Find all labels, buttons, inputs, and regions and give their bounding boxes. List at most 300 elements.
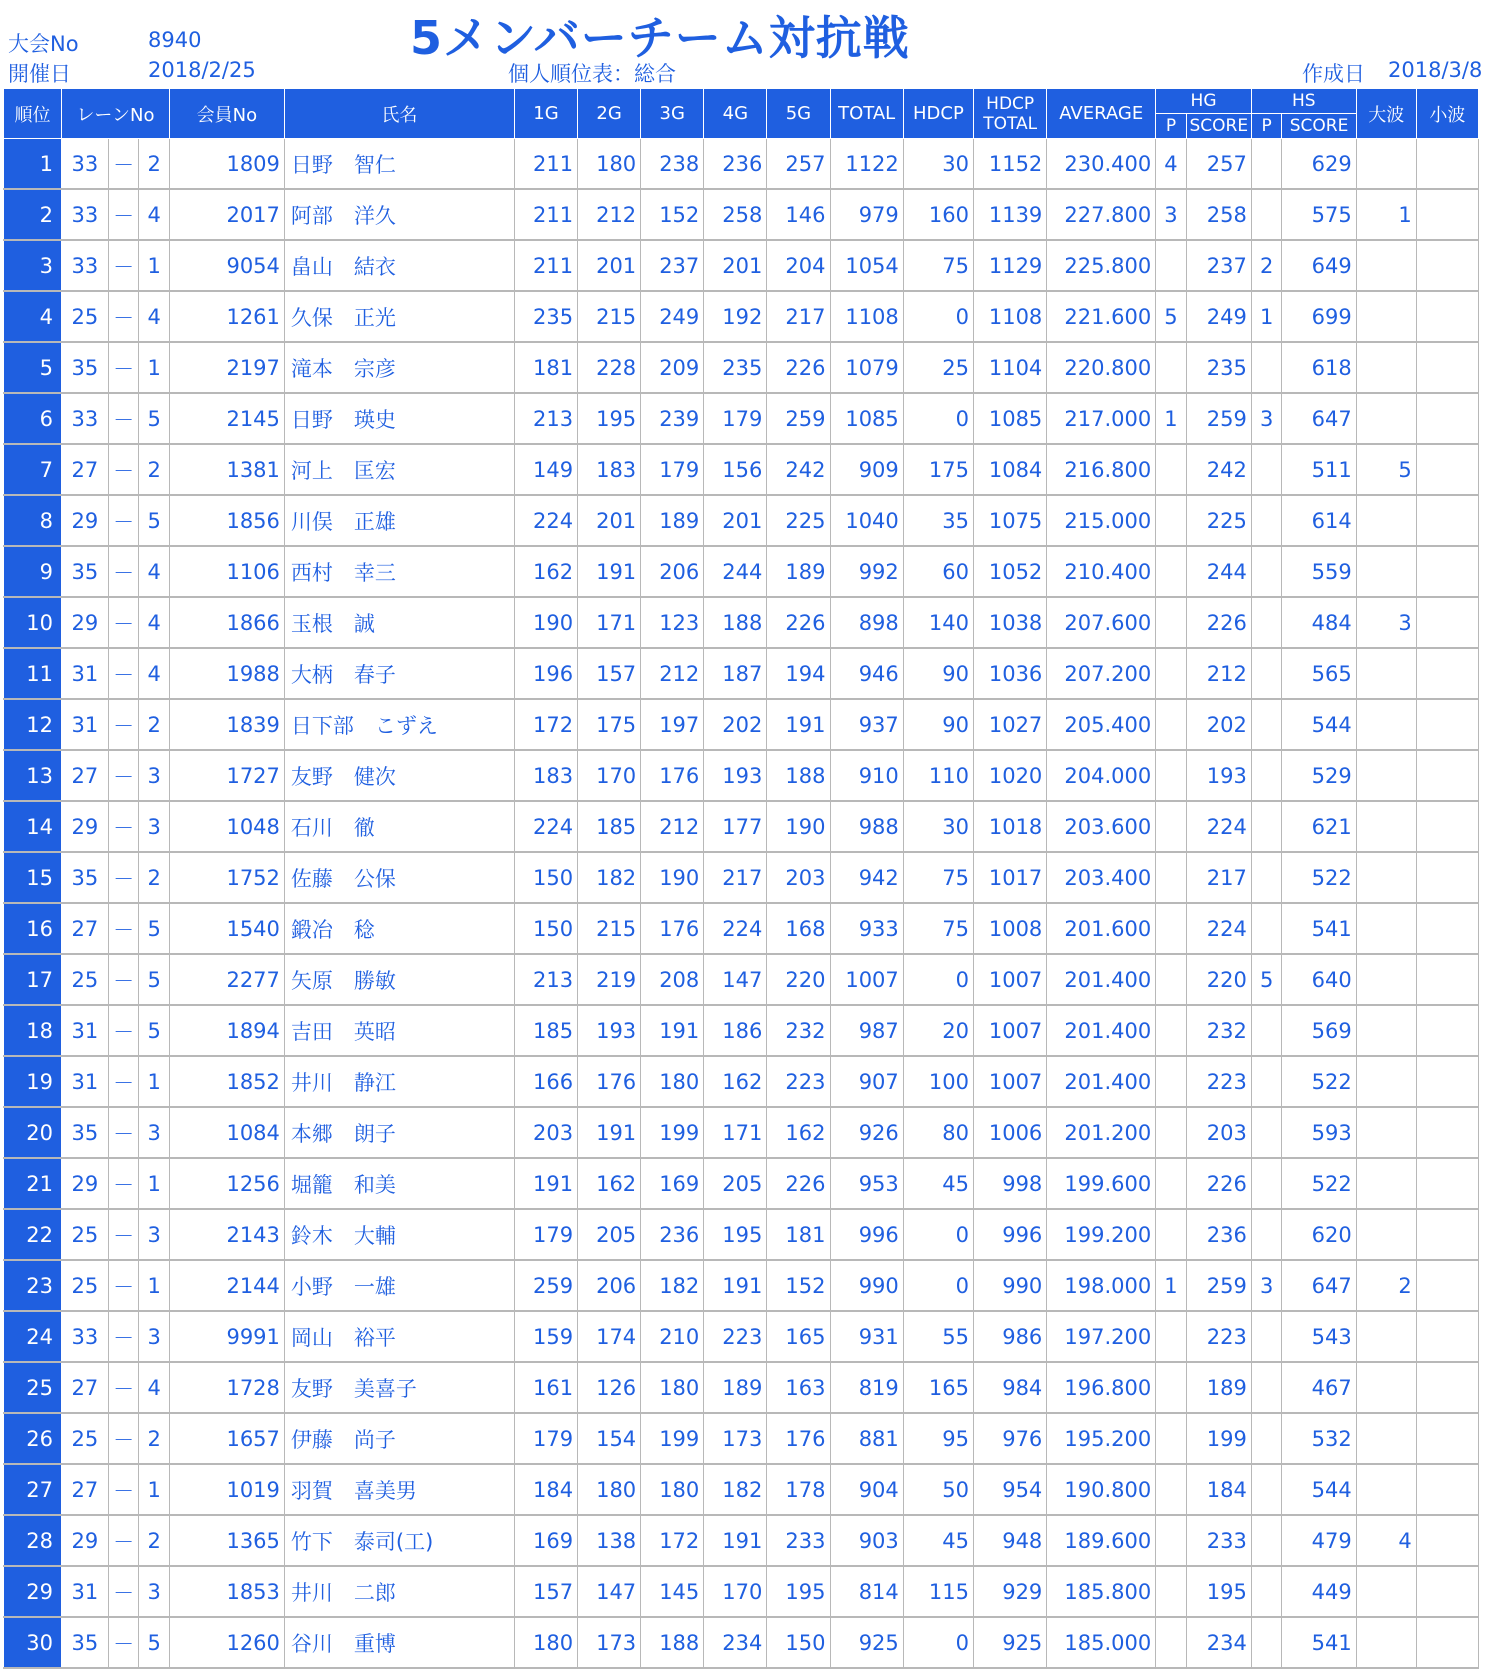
- cell-lane-b: 1: [139, 240, 170, 291]
- cell-g4: 244: [704, 546, 767, 597]
- table-row: [4, 495, 1479, 546]
- col-hs-score: SCORE: [1282, 114, 1356, 139]
- cell-big-wave: [1356, 801, 1416, 852]
- table-row: [4, 801, 1479, 852]
- cell-lane-a: 31: [62, 648, 109, 699]
- cell-hg-p: 3: [1156, 189, 1187, 240]
- cell-hdcp: 45: [903, 1515, 973, 1566]
- cell-hdcp: 75: [903, 903, 973, 954]
- cell-hg-p: [1156, 546, 1187, 597]
- cell-lane-a: 35: [62, 546, 109, 597]
- cell-g5: 168: [767, 903, 830, 954]
- cell-g2: 206: [578, 1260, 641, 1311]
- cell-hdcp-total: 1085: [974, 393, 1047, 444]
- cell-hs-score: 479: [1282, 1515, 1356, 1566]
- cell-total: 1079: [830, 342, 903, 393]
- cell-hg-p: [1156, 597, 1187, 648]
- cell-g1: 183: [514, 750, 577, 801]
- cell-g4: 236: [704, 139, 767, 190]
- cell-average: 185.000: [1047, 1617, 1156, 1668]
- col-4g: 4G: [704, 89, 767, 139]
- col-average: AVERAGE: [1047, 89, 1156, 139]
- table-row: [4, 139, 1479, 190]
- cell-hs-score: 618: [1282, 342, 1356, 393]
- cell-total: 933: [830, 903, 903, 954]
- cell-average: 190.800: [1047, 1464, 1156, 1515]
- cell-g3: 172: [641, 1515, 704, 1566]
- cell-big-wave: [1356, 1617, 1416, 1668]
- cell-hg-score: 203: [1186, 1107, 1251, 1158]
- cell-member-no: 2277: [169, 954, 284, 1005]
- cell-member-no: 2144: [169, 1260, 284, 1311]
- cell-lane-b: 3: [139, 1566, 170, 1617]
- cell-hs-p: [1251, 1209, 1282, 1260]
- cell-hs-p: [1251, 495, 1282, 546]
- cell-g5: 223: [767, 1056, 830, 1107]
- cell-g2: 176: [578, 1056, 641, 1107]
- cell-hdcp-total: 1007: [974, 954, 1047, 1005]
- cell-hs-score: 565: [1282, 648, 1356, 699]
- col-1g: 1G: [514, 89, 577, 139]
- cell-hs-p: [1251, 1617, 1282, 1668]
- cell-hs-score: 467: [1282, 1362, 1356, 1413]
- cell-hs-score: 629: [1282, 139, 1356, 190]
- cell-lane-sep: －: [108, 801, 139, 852]
- table-row: [4, 444, 1479, 495]
- cell-small-wave: [1416, 189, 1478, 240]
- cell-lane-b: 4: [139, 648, 170, 699]
- cell-hg-p: [1156, 1005, 1187, 1056]
- cell-hdcp-total: 1020: [974, 750, 1047, 801]
- cell-big-wave: [1356, 1566, 1416, 1617]
- cell-hdcp: 100: [903, 1056, 973, 1107]
- cell-small-wave: [1416, 444, 1478, 495]
- cell-hs-p: [1251, 801, 1282, 852]
- cell-g3: 190: [641, 852, 704, 903]
- cell-g2: 171: [578, 597, 641, 648]
- cell-rank: 19: [4, 1056, 62, 1107]
- cell-rank: 7: [4, 444, 62, 495]
- cell-lane-a: 35: [62, 1617, 109, 1668]
- cell-average: 189.600: [1047, 1515, 1156, 1566]
- cell-lane-sep: －: [108, 1311, 139, 1362]
- cell-big-wave: [1356, 954, 1416, 1005]
- cell-average: 199.600: [1047, 1158, 1156, 1209]
- cell-hg-p: [1156, 1413, 1187, 1464]
- cell-lane-a: 27: [62, 444, 109, 495]
- cell-g1: 150: [514, 903, 577, 954]
- cell-lane-a: 33: [62, 189, 109, 240]
- cell-g4: 193: [704, 750, 767, 801]
- cell-hg-score: 184: [1186, 1464, 1251, 1515]
- meet-no-value: 8940: [148, 28, 202, 52]
- cell-member-no: 1728: [169, 1362, 284, 1413]
- cell-g2: 180: [578, 139, 641, 190]
- cell-total: 910: [830, 750, 903, 801]
- cell-g2: 180: [578, 1464, 641, 1515]
- cell-hs-p: [1251, 1005, 1282, 1056]
- cell-g1: 211: [514, 240, 577, 291]
- cell-lane-sep: －: [108, 139, 139, 190]
- cell-member-no: 1256: [169, 1158, 284, 1209]
- cell-hdcp: 55: [903, 1311, 973, 1362]
- table-row: [4, 852, 1479, 903]
- cell-hs-score: 449: [1282, 1566, 1356, 1617]
- cell-hs-score: 559: [1282, 546, 1356, 597]
- cell-average: 201.400: [1047, 954, 1156, 1005]
- cell-g5: 150: [767, 1617, 830, 1668]
- cell-lane-sep: －: [108, 699, 139, 750]
- cell-hg-p: [1156, 342, 1187, 393]
- date-label: 開催日: [8, 62, 71, 86]
- cell-big-wave: [1356, 1107, 1416, 1158]
- cell-g1: 191: [514, 1158, 577, 1209]
- cell-g2: 228: [578, 342, 641, 393]
- cell-member-no: 1657: [169, 1413, 284, 1464]
- cell-lane-sep: －: [108, 1260, 139, 1311]
- cell-hdcp: 110: [903, 750, 973, 801]
- cell-hdcp: 20: [903, 1005, 973, 1056]
- table-row: [4, 189, 1479, 240]
- cell-rank: 30: [4, 1617, 62, 1668]
- cell-hg-score: 202: [1186, 699, 1251, 750]
- cell-g2: 191: [578, 546, 641, 597]
- cell-total: 987: [830, 1005, 903, 1056]
- cell-lane-b: 2: [139, 699, 170, 750]
- cell-hg-score: 236: [1186, 1209, 1251, 1260]
- cell-g3: 176: [641, 750, 704, 801]
- table-row: [4, 1515, 1479, 1566]
- cell-g4: 147: [704, 954, 767, 1005]
- cell-hs-p: [1251, 852, 1282, 903]
- cell-name: 大柄 春子: [284, 648, 514, 699]
- cell-hs-p: [1251, 903, 1282, 954]
- cell-average: 225.800: [1047, 240, 1156, 291]
- cell-member-no: 2145: [169, 393, 284, 444]
- cell-g1: 190: [514, 597, 577, 648]
- cell-total: 819: [830, 1362, 903, 1413]
- cell-lane-sep: －: [108, 1209, 139, 1260]
- cell-lane-b: 4: [139, 189, 170, 240]
- cell-hdcp: 80: [903, 1107, 973, 1158]
- cell-g1: 181: [514, 342, 577, 393]
- cell-hs-score: 620: [1282, 1209, 1356, 1260]
- cell-lane-a: 25: [62, 291, 109, 342]
- cell-hdcp: 30: [903, 139, 973, 190]
- cell-name: 鍛冶 稔: [284, 903, 514, 954]
- cell-g5: 188: [767, 750, 830, 801]
- cell-hdcp-total: 1104: [974, 342, 1047, 393]
- cell-hdcp-total: 948: [974, 1515, 1047, 1566]
- cell-hs-score: 484: [1282, 597, 1356, 648]
- table-row: [4, 1362, 1479, 1413]
- cell-name: 滝本 宗彦: [284, 342, 514, 393]
- table-row: [4, 1209, 1479, 1260]
- cell-total: 937: [830, 699, 903, 750]
- cell-hs-score: 543: [1282, 1311, 1356, 1362]
- cell-average: 217.000: [1047, 393, 1156, 444]
- cell-g2: 215: [578, 291, 641, 342]
- cell-hg-p: 4: [1156, 139, 1187, 190]
- cell-member-no: 1988: [169, 648, 284, 699]
- cell-lane-sep: －: [108, 1566, 139, 1617]
- cell-g3: 199: [641, 1413, 704, 1464]
- table-row: [4, 1158, 1479, 1209]
- cell-hg-p: [1156, 1362, 1187, 1413]
- cell-lane-b: 2: [139, 1413, 170, 1464]
- cell-g5: 165: [767, 1311, 830, 1362]
- cell-hdcp: 0: [903, 1209, 973, 1260]
- cell-g3: 179: [641, 444, 704, 495]
- cell-g5: 181: [767, 1209, 830, 1260]
- cell-hs-p: [1251, 189, 1282, 240]
- cell-g2: 191: [578, 1107, 641, 1158]
- cell-hs-p: [1251, 342, 1282, 393]
- cell-hg-p: [1156, 648, 1187, 699]
- cell-g3: 169: [641, 1158, 704, 1209]
- col-total: TOTAL: [830, 89, 903, 139]
- cell-lane-a: 31: [62, 1566, 109, 1617]
- cell-hs-score: 640: [1282, 954, 1356, 1005]
- cell-g3: 189: [641, 495, 704, 546]
- cell-g2: 219: [578, 954, 641, 1005]
- cell-name: 日下部 こずえ: [284, 699, 514, 750]
- cell-lane-b: 3: [139, 750, 170, 801]
- cell-member-no: 1894: [169, 1005, 284, 1056]
- cell-hg-score: 212: [1186, 648, 1251, 699]
- cell-lane-a: 27: [62, 1362, 109, 1413]
- cell-small-wave: [1416, 342, 1478, 393]
- cell-g1: 161: [514, 1362, 577, 1413]
- cell-name: 堀籠 和美: [284, 1158, 514, 1209]
- cell-lane-a: 35: [62, 1107, 109, 1158]
- cell-total: 996: [830, 1209, 903, 1260]
- cell-g4: 224: [704, 903, 767, 954]
- cell-g3: 182: [641, 1260, 704, 1311]
- cell-name: 矢原 勝敏: [284, 954, 514, 1005]
- cell-lane-sep: －: [108, 903, 139, 954]
- cell-g1: 157: [514, 1566, 577, 1617]
- table-row: [4, 699, 1479, 750]
- cell-g1: 179: [514, 1413, 577, 1464]
- cell-g2: 174: [578, 1311, 641, 1362]
- cell-member-no: 1365: [169, 1515, 284, 1566]
- cell-g4: 191: [704, 1515, 767, 1566]
- cell-hs-p: [1251, 1464, 1282, 1515]
- cell-average: 198.000: [1047, 1260, 1156, 1311]
- cell-hs-score: 649: [1282, 240, 1356, 291]
- cell-hg-p: [1156, 852, 1187, 903]
- cell-lane-b: 5: [139, 954, 170, 1005]
- cell-hdcp-total: 986: [974, 1311, 1047, 1362]
- cell-g1: 185: [514, 1005, 577, 1056]
- cell-g1: 213: [514, 393, 577, 444]
- cell-hg-score: 259: [1186, 1260, 1251, 1311]
- cell-g3: 191: [641, 1005, 704, 1056]
- cell-hdcp: 0: [903, 1617, 973, 1668]
- cell-hs-p: [1251, 1107, 1282, 1158]
- cell-g4: 201: [704, 495, 767, 546]
- cell-g4: 205: [704, 1158, 767, 1209]
- cell-hdcp-total: 925: [974, 1617, 1047, 1668]
- cell-lane-b: 2: [139, 1515, 170, 1566]
- cell-g4: 191: [704, 1260, 767, 1311]
- cell-big-wave: [1356, 1056, 1416, 1107]
- cell-lane-b: 1: [139, 1464, 170, 1515]
- table-row: [4, 903, 1479, 954]
- cell-g3: 236: [641, 1209, 704, 1260]
- cell-lane-b: 1: [139, 342, 170, 393]
- cell-g5: 204: [767, 240, 830, 291]
- cell-g4: 156: [704, 444, 767, 495]
- cell-small-wave: [1416, 750, 1478, 801]
- cell-g4: 171: [704, 1107, 767, 1158]
- cell-lane-a: 31: [62, 1056, 109, 1107]
- cell-hdcp: 175: [903, 444, 973, 495]
- cell-name: 畠山 結衣: [284, 240, 514, 291]
- cell-hdcp-total: 1052: [974, 546, 1047, 597]
- cell-g1: 211: [514, 189, 577, 240]
- cell-lane-a: 29: [62, 597, 109, 648]
- cell-hdcp-total: 1007: [974, 1056, 1047, 1107]
- cell-g1: 211: [514, 139, 577, 190]
- page-subtitle: 個人順位表：総合: [508, 62, 676, 86]
- cell-hg-score: 235: [1186, 342, 1251, 393]
- ranking-table-body: [4, 139, 1479, 1669]
- cell-hs-score: 647: [1282, 1260, 1356, 1311]
- cell-g5: 195: [767, 1566, 830, 1617]
- cell-small-wave: [1416, 648, 1478, 699]
- cell-average: 199.200: [1047, 1209, 1156, 1260]
- cell-lane-sep: －: [108, 1515, 139, 1566]
- cell-g4: 179: [704, 393, 767, 444]
- cell-hg-score: 257: [1186, 139, 1251, 190]
- cell-lane-sep: －: [108, 1362, 139, 1413]
- cell-member-no: 1261: [169, 291, 284, 342]
- cell-average: 216.800: [1047, 444, 1156, 495]
- cell-average: 201.600: [1047, 903, 1156, 954]
- cell-rank: 8: [4, 495, 62, 546]
- cell-small-wave: [1416, 1005, 1478, 1056]
- cell-big-wave: [1356, 1158, 1416, 1209]
- cell-lane-a: 25: [62, 1260, 109, 1311]
- table-row: [4, 393, 1479, 444]
- cell-lane-b: 1: [139, 1158, 170, 1209]
- cell-g2: 154: [578, 1413, 641, 1464]
- cell-member-no: 2197: [169, 342, 284, 393]
- cell-total: 931: [830, 1311, 903, 1362]
- cell-hs-score: 522: [1282, 1056, 1356, 1107]
- cell-name: 久保 正光: [284, 291, 514, 342]
- cell-g2: 185: [578, 801, 641, 852]
- cell-lane-b: 3: [139, 1209, 170, 1260]
- cell-lane-sep: －: [108, 597, 139, 648]
- cell-small-wave: [1416, 546, 1478, 597]
- cell-hg-p: [1156, 1617, 1187, 1668]
- cell-total: 907: [830, 1056, 903, 1107]
- table-row: [4, 291, 1479, 342]
- cell-small-wave: [1416, 1158, 1478, 1209]
- cell-hg-score: 189: [1186, 1362, 1251, 1413]
- cell-hdcp: 165: [903, 1362, 973, 1413]
- cell-rank: 23: [4, 1260, 62, 1311]
- cell-g3: 239: [641, 393, 704, 444]
- cell-hdcp: 45: [903, 1158, 973, 1209]
- cell-g2: 183: [578, 444, 641, 495]
- cell-g4: 182: [704, 1464, 767, 1515]
- cell-lane-b: 5: [139, 495, 170, 546]
- cell-name: 玉根 誠: [284, 597, 514, 648]
- col-hs-p: P: [1251, 114, 1282, 139]
- cell-g4: 177: [704, 801, 767, 852]
- cell-g2: 205: [578, 1209, 641, 1260]
- cell-g1: 196: [514, 648, 577, 699]
- col-hdcp-total-line2: TOTAL: [983, 113, 1038, 134]
- cell-hdcp-total: 1139: [974, 189, 1047, 240]
- cell-g4: 162: [704, 1056, 767, 1107]
- cell-member-no: 2143: [169, 1209, 284, 1260]
- cell-name: 井川 二郎: [284, 1566, 514, 1617]
- cell-g3: 145: [641, 1566, 704, 1617]
- cell-total: 898: [830, 597, 903, 648]
- table-row: [4, 240, 1479, 291]
- cell-g1: 159: [514, 1311, 577, 1362]
- cell-member-no: 9991: [169, 1311, 284, 1362]
- cell-name: 友野 美喜子: [284, 1362, 514, 1413]
- col-hg-score: SCORE: [1186, 114, 1251, 139]
- cell-g2: 147: [578, 1566, 641, 1617]
- cell-g4: 173: [704, 1413, 767, 1464]
- cell-g2: 162: [578, 1158, 641, 1209]
- cell-rank: 3: [4, 240, 62, 291]
- cell-g5: 226: [767, 1158, 830, 1209]
- cell-name: 羽賀 喜美男: [284, 1464, 514, 1515]
- cell-rank: 13: [4, 750, 62, 801]
- cell-rank: 1: [4, 139, 62, 190]
- cell-g4: 234: [704, 1617, 767, 1668]
- cell-hdcp: 25: [903, 342, 973, 393]
- cell-hs-score: 569: [1282, 1005, 1356, 1056]
- cell-g2: 138: [578, 1515, 641, 1566]
- cell-lane-a: 29: [62, 801, 109, 852]
- cell-hs-score: 699: [1282, 291, 1356, 342]
- cell-rank: 2: [4, 189, 62, 240]
- cell-hg-score: 244: [1186, 546, 1251, 597]
- cell-g2: 201: [578, 240, 641, 291]
- cell-g1: 203: [514, 1107, 577, 1158]
- cell-g1: 213: [514, 954, 577, 1005]
- cell-lane-sep: －: [108, 1158, 139, 1209]
- cell-rank: 29: [4, 1566, 62, 1617]
- cell-total: 881: [830, 1413, 903, 1464]
- cell-hg-score: 193: [1186, 750, 1251, 801]
- cell-g5: 217: [767, 291, 830, 342]
- cell-average: 215.000: [1047, 495, 1156, 546]
- cell-hs-score: 529: [1282, 750, 1356, 801]
- cell-small-wave: [1416, 1311, 1478, 1362]
- cell-g4: 235: [704, 342, 767, 393]
- cell-g4: 188: [704, 597, 767, 648]
- cell-rank: 10: [4, 597, 62, 648]
- cell-g1: 224: [514, 495, 577, 546]
- cell-lane-sep: －: [108, 750, 139, 801]
- cell-hdcp-total: 1152: [974, 139, 1047, 190]
- cell-total: 1007: [830, 954, 903, 1005]
- cell-lane-a: 29: [62, 495, 109, 546]
- cell-name: 鈴木 大輔: [284, 1209, 514, 1260]
- cell-g3: 206: [641, 546, 704, 597]
- cell-hs-p: 2: [1251, 240, 1282, 291]
